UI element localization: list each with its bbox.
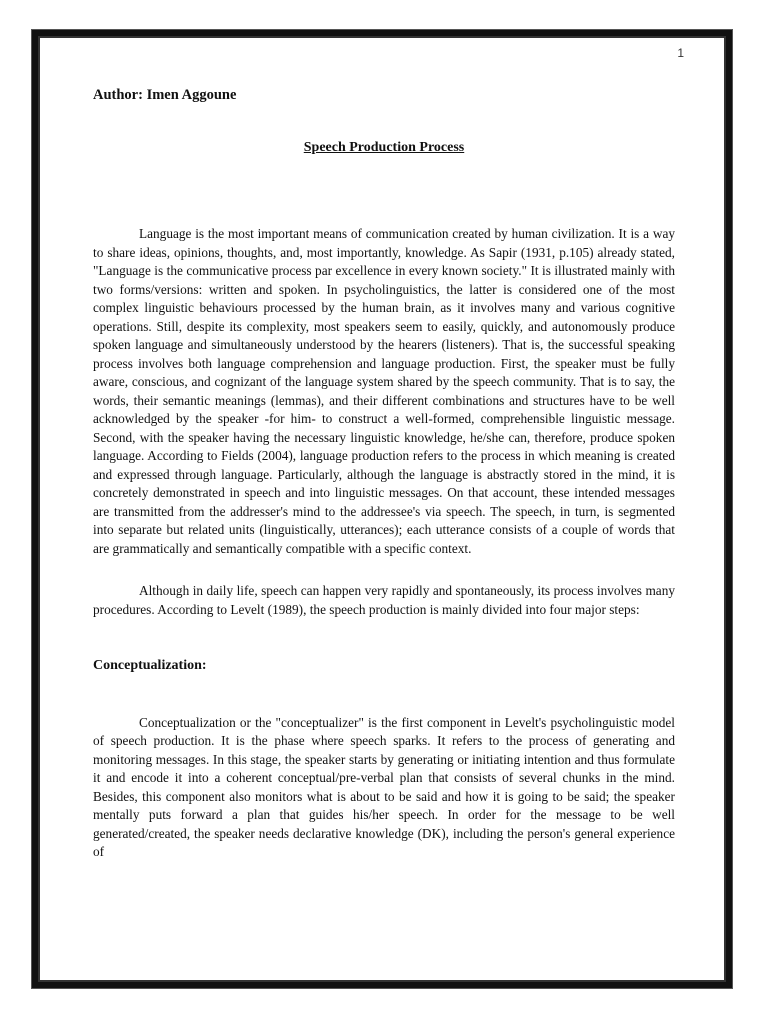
paragraph-overview: Although in daily life, speech can happen very rapidly and spontaneously, its process involves many procedures. According to Levelt (1989), the speech production is mainly divided into four major steps: — [93, 583, 675, 617]
document-body — [93, 86, 675, 862]
document-title: Speech Production Process — [303, 139, 465, 155]
author-line: Author: Imen Aggoune — [93, 87, 237, 103]
paragraph-introduction: Language is the most important means of communication created by human civilization. It is a way to share ideas, opinions, thoughts, and, most importantly, knowledge. As Sapir (1931, p.105) already stated, "Language is the communicative process par excellence in every known society." It is illustrated mainly with two forms/versions: written and spoken. In psycholinguistics, the latter is considered one of the most complex linguistic behaviours processed by the human brain, as it involves many and various cognitive operations. Still, despite its complexity, most speakers seem to easily, quickly, and autonomously produce spoken language and simultaneously understood by the hearers (listeners). That is, the successful speaking process involves both language comprehension and language production. First, the speaker must be fully aware, conscious, and cognizant of the language system shared by the speech community. That is to say, the words, their semantic meanings (lemmas), and their different combinations and structures have to be well acknowledged by the speaker -for him- to construct a well-formed, comprehensible linguistic message. Second, with the speaker having the necessary linguistic knowledge, he/she can, therefore, produce spoken language. According to Fields (2004), language production refers to the process in which meaning is created and expressed through language. Particularly, although the language is abstractly stored in the mind, it is concretely demonstrated in speech and into linguistic messages. On that account, these intended messages are transmitted from the addresser's mind to the addressee's via speech. The speech, in turn, is segmented into separate but related units (linguistically, utterances); each utterance consists of a couple of words that are grammatically and semantically compatible with a specific context. — [93, 226, 675, 556]
section-heading-conceptualization: Conceptualization: — [93, 658, 207, 673]
paragraph-conceptualization: Conceptualization or the "conceptualizer" is the first component in Levelt's psycholinguistic model of speech production. It is the phase where speech sparks. It refers to the process of generating and monitoring messages. In this stage, the speaker starts by generating or initiating intention and thus formulate it and encode it into a coherent conceptual/pre-verbal plan that consists of several chunks in the mind. Besides, this component also monitors what is about to be said and how it is going to be said; the speaker mentally puts forward a plan that guides his/her speech. In order for the message to be well generated/created, the speaker needs declarative knowledge (DK), including the person's general experience of — [93, 714, 675, 859]
page-number: 1 — [677, 46, 684, 60]
